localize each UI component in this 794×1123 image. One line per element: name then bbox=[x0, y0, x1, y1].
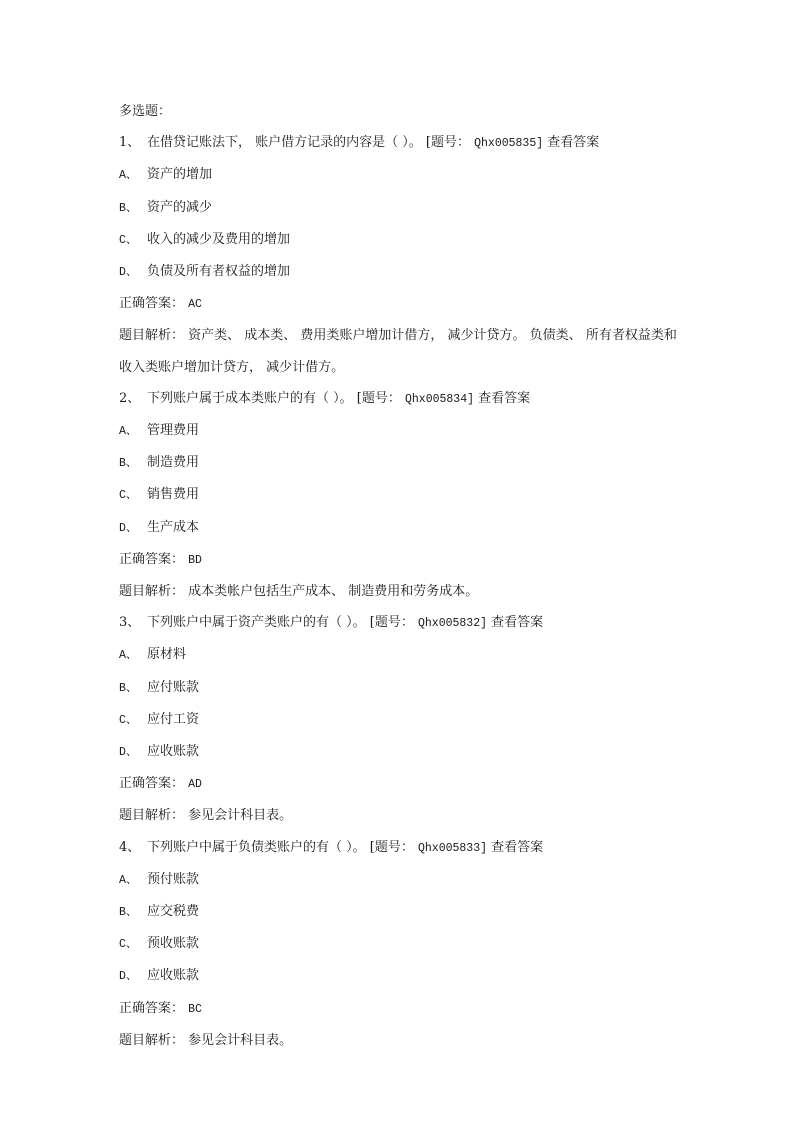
answer-label: 正确答案： bbox=[119, 551, 185, 567]
question-code: Qhx005832] bbox=[417, 617, 487, 631]
option-item bbox=[119, 928, 679, 960]
option-item bbox=[119, 479, 679, 511]
option-item bbox=[119, 736, 679, 768]
option-letter: B、 bbox=[119, 457, 138, 471]
option-letter: A、 bbox=[119, 169, 138, 183]
correct-answer bbox=[119, 288, 679, 320]
option-text: 应交税费 bbox=[147, 904, 200, 920]
question-line bbox=[119, 832, 679, 864]
answer-analysis bbox=[119, 320, 679, 382]
option-letter: C、 bbox=[119, 233, 138, 247]
question-code: Qhx005833] bbox=[417, 841, 487, 855]
option-text: 销售费用 bbox=[147, 487, 200, 503]
question-number: 4、 bbox=[119, 839, 141, 855]
document-page bbox=[119, 96, 679, 1056]
question-text: 下列账户属于成本类账户的有（ ）。 [题号： bbox=[147, 390, 401, 406]
correct-answer bbox=[119, 993, 679, 1025]
analysis-label: 题目解析： bbox=[119, 328, 185, 344]
option-item bbox=[119, 960, 679, 992]
option-item bbox=[119, 447, 679, 479]
answer-analysis bbox=[119, 1025, 679, 1056]
option-text: 资产的减少 bbox=[147, 199, 213, 215]
question-number: 2、 bbox=[119, 390, 141, 406]
option-letter: B、 bbox=[119, 906, 138, 920]
question-list bbox=[119, 127, 679, 1056]
option-item bbox=[119, 639, 679, 671]
option-item bbox=[119, 896, 679, 928]
question-number: 1、 bbox=[119, 135, 141, 151]
question-line bbox=[119, 383, 679, 415]
option-item bbox=[119, 159, 679, 191]
option-letter: B、 bbox=[119, 201, 138, 215]
analysis-text: 成本类帐户包括生产成本、 制造费用和劳务成本。 bbox=[188, 584, 479, 600]
option-letter: C、 bbox=[119, 489, 138, 503]
view-answer-link[interactable]: 查看答案 bbox=[491, 839, 544, 855]
answer-label: 正确答案： bbox=[119, 776, 185, 792]
question-number: 3、 bbox=[119, 615, 141, 631]
option-item bbox=[119, 192, 679, 224]
answer-value: AC bbox=[188, 298, 202, 312]
option-text: 应付账款 bbox=[147, 679, 200, 695]
option-item bbox=[119, 672, 679, 704]
question-text: 在借贷记账法下， 账户借方记录的内容是（ ）。 [题号： bbox=[147, 135, 470, 151]
option-text: 原材料 bbox=[147, 647, 187, 663]
option-text: 资产的增加 bbox=[147, 167, 213, 183]
analysis-text: 资产类、 成本类、 费用类账户增加计借方， 减少计贷方。 负债类、 所有者权益类和收入类账户增加计贷方， 减少计借方。 bbox=[119, 328, 677, 375]
option-text: 应付工资 bbox=[147, 711, 200, 727]
correct-answer bbox=[119, 768, 679, 800]
question-line bbox=[119, 607, 679, 639]
question-line bbox=[119, 127, 679, 159]
option-text: 预收账款 bbox=[147, 936, 200, 952]
view-answer-link[interactable]: 查看答案 bbox=[491, 615, 544, 631]
answer-label: 正确答案： bbox=[119, 1000, 185, 1016]
option-text: 预付账款 bbox=[147, 871, 200, 887]
answer-value: AD bbox=[188, 778, 202, 792]
option-item bbox=[119, 224, 679, 256]
option-text: 生产成本 bbox=[147, 519, 200, 535]
correct-answer bbox=[119, 544, 679, 576]
question-block bbox=[119, 127, 679, 383]
view-answer-link[interactable]: 查看答案 bbox=[478, 390, 531, 406]
analysis-text: 参见会计科目表。 bbox=[188, 1032, 293, 1048]
option-item bbox=[119, 512, 679, 544]
option-letter: C、 bbox=[119, 938, 138, 952]
option-letter: C、 bbox=[119, 713, 138, 727]
option-text: 应收账款 bbox=[147, 968, 200, 984]
option-letter: A、 bbox=[119, 873, 138, 887]
analysis-label: 题目解析： bbox=[119, 808, 185, 824]
answer-value: BC bbox=[188, 1002, 202, 1016]
answer-label: 正确答案： bbox=[119, 296, 185, 312]
option-letter: B、 bbox=[119, 681, 138, 695]
question-code: Qhx005834] bbox=[404, 392, 474, 406]
option-item bbox=[119, 256, 679, 288]
answer-analysis bbox=[119, 576, 679, 607]
option-text: 收入的减少及费用的增加 bbox=[147, 231, 291, 247]
question-block bbox=[119, 607, 679, 831]
question-text: 下列账户中属于负债类账户的有（ ）。 [题号： bbox=[147, 839, 414, 855]
option-letter: D、 bbox=[119, 521, 138, 535]
analysis-label: 题目解析： bbox=[119, 1032, 185, 1048]
question-block bbox=[119, 832, 679, 1056]
view-answer-link[interactable]: 查看答案 bbox=[547, 135, 600, 151]
question-code: Qhx005835] bbox=[474, 137, 544, 151]
option-item bbox=[119, 415, 679, 447]
option-text: 制造费用 bbox=[147, 455, 200, 471]
analysis-label: 题目解析： bbox=[119, 584, 185, 600]
option-letter: D、 bbox=[119, 746, 138, 760]
question-text: 下列账户中属于资产类账户的有（ ）。 [题号： bbox=[147, 615, 414, 631]
analysis-text: 参见会计科目表。 bbox=[188, 808, 293, 824]
option-text: 负债及所有者权益的增加 bbox=[147, 264, 291, 280]
answer-value: BD bbox=[188, 553, 202, 567]
option-letter: A、 bbox=[119, 649, 138, 663]
question-block bbox=[119, 383, 679, 607]
option-letter: D、 bbox=[119, 266, 138, 280]
option-text: 应收账款 bbox=[147, 744, 200, 760]
option-text: 管理费用 bbox=[147, 423, 200, 439]
option-item bbox=[119, 864, 679, 896]
option-letter: A、 bbox=[119, 425, 138, 439]
answer-analysis bbox=[119, 800, 679, 831]
option-item bbox=[119, 704, 679, 736]
option-letter: D、 bbox=[119, 970, 138, 984]
section-heading: 多选题： bbox=[119, 104, 172, 119]
